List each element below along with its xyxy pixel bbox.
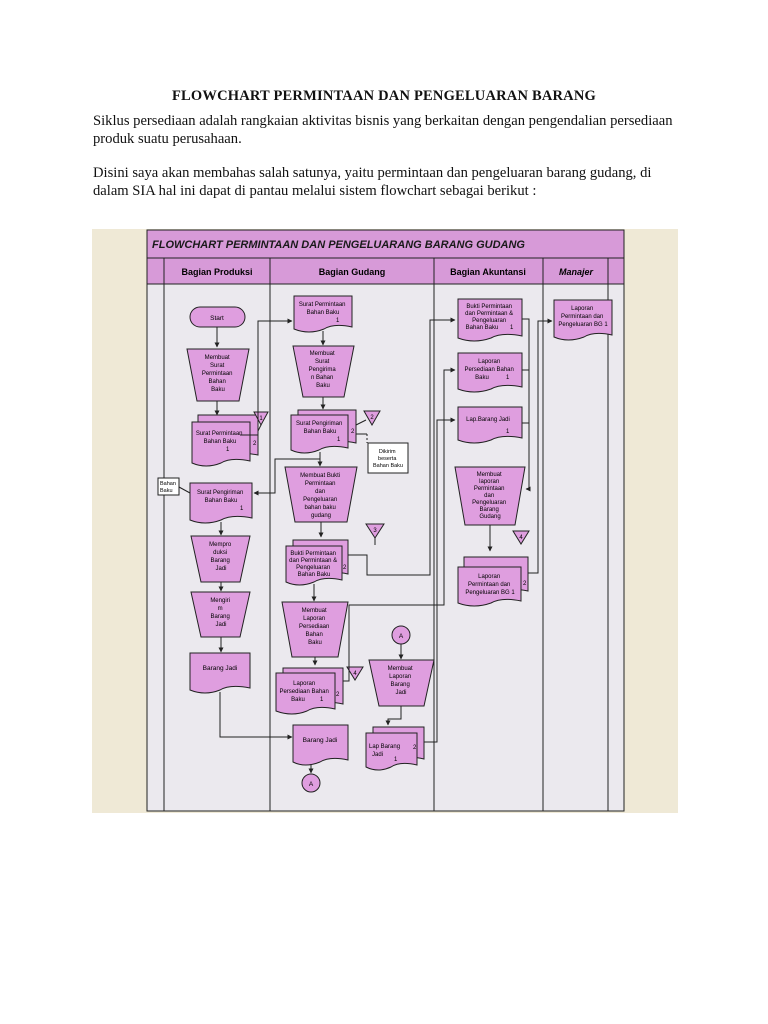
process-membuat-laporan-persediaan-label: Membuat Laporan Persediaan Bahan Baku: [298, 608, 330, 646]
paragraph-description: Disini saya akan membahas salah satunya, yaitu permintaan dan pengeluaran barang gudang, di dalam SIA hal ini dapat di pantau melalui sistem flowchart sebagai berikut :: [93, 165, 652, 199]
copy-number-label: 2: [343, 565, 347, 571]
note-dikirim-beserta-label: Dikirim beserta Bahan Baku: [373, 449, 403, 469]
document-laporan-persediaan-akuntansi-label: Laporan Persediaan Bahan Baku: [464, 359, 514, 381]
paragraph-intro: Siklus persediaan adalah rangkaian aktivitas bisnis yang berkaitan dengan pengendalian persediaan produk suatu perusahaan.: [93, 113, 673, 147]
copy-number-label: 1: [337, 437, 341, 443]
document-surat-permintaan-label: Surat Permintaan Bahan Baku: [195, 431, 243, 445]
offpage-connector-4-akuntansi-label: 4: [519, 535, 523, 541]
column-header-manajer: Manajer: [558, 267, 594, 277]
document-lap-barang-jadi-akuntansi-label: Lap.Barang Jadi: [466, 417, 510, 423]
terminal-start-label: Start: [210, 315, 224, 322]
document-bukti-permintaan-akuntansi-label: Bukti Permintaan dan Permintaan & Pengeluaran Bahan Baku: [465, 304, 514, 331]
process-membuat-laporan-barang-jadi-label: Membuat Laporan Barang Jadi: [387, 666, 413, 696]
copy-number-label: 2: [413, 745, 417, 751]
copy-number-label: 1: [226, 447, 230, 453]
copy-number-label: 2: [336, 692, 340, 698]
flowchart-diagram: [92, 229, 678, 813]
copy-number-label: 1: [510, 325, 514, 331]
document-title: FLOWCHART PERMINTAAN DAN PENGELUARAN BARANG: [171, 88, 597, 104]
document-barang-jadi-gudang: [293, 725, 348, 765]
connector-a-bottom-label: A: [308, 781, 314, 788]
copy-number-label: 1: [336, 318, 340, 324]
column-header-akuntansi: Bagian Akuntansi: [450, 267, 526, 277]
document-barang-jadi-gudang-label: Barang Jadi: [302, 737, 338, 744]
process-membuat-laporan-pbg-label: Membuat laporan Permintaan dan Pengeluaran Barang Gudang: [472, 472, 507, 520]
process-memproduksi-label: Mempro duksi Barang Jadi: [209, 542, 232, 572]
document-surat-pengiriman-label: Surat Pengiriman Bahan Baku: [295, 421, 343, 435]
offpage-connector-3-label: 3: [373, 528, 377, 534]
copy-number-label: 1: [506, 429, 510, 435]
offpage-connector-1-label: 1: [259, 416, 263, 422]
process-membuat-surat-pengiriman-label: Membuat Surat Pengirima n Bahan Baku: [308, 351, 336, 389]
copy-number-label: 1: [394, 757, 398, 763]
copy-number-label: 2: [351, 429, 355, 435]
copy-number-label: 2: [253, 441, 257, 447]
copy-number-label: 1: [506, 375, 510, 381]
document-bukti-permintaan-gudang-label: Bukti Permintaan dan Permintaan & Pengeluaran Bahan Baku: [289, 551, 338, 578]
copy-number-label: 1: [320, 697, 324, 703]
connector-a-top-label: A: [398, 633, 404, 640]
copy-number-label: 2: [523, 581, 527, 587]
document-barang-jadi-produksi: [190, 653, 250, 693]
process-membuat-bukti-label: Membuat Bukti Permintaan dan Pengeluaran bahan baku gudang: [300, 473, 341, 519]
offpage-connector-4-label: 4: [353, 671, 357, 677]
column-header-gudang: Bagian Gudang: [318, 267, 386, 277]
process-mengirim-label: Mengiri m Barang Jadi: [210, 598, 231, 628]
document-surat-permintaan-gudang-label: Surat Permintaan Bahan Baku: [298, 302, 346, 316]
document-surat-pengiriman-received-label: Surat Pengiriman Bahan Baku: [196, 490, 244, 504]
document-laporan-pbg-akuntansi-label: Laporan Permintaan dan Pengeluaran BG 1: [465, 574, 515, 596]
flowchart-figure: [92, 229, 678, 813]
document-laporan-pbg-manajer-label: Laporan Permintaan dan Pengeluaran BG 1: [558, 306, 608, 328]
document-lap-barang-jadi-gudang-label: Lap Barang Jadi: [369, 744, 401, 758]
note-bahan-baku-label: Bahan Baku: [160, 481, 176, 494]
document-barang-jadi-produksi-label: Barang Jadi: [202, 665, 238, 672]
column-header-produksi: Bagian Produksi: [181, 267, 253, 277]
process-membuat-surat-permintaan-label: Membuat Surat Permintaan Bahan Baku: [201, 355, 233, 393]
offpage-connector-2-label: 2: [370, 415, 374, 421]
copy-number-label: 1: [240, 506, 244, 512]
document-laporan-persediaan-gudang-label: Laporan Persediaan Bahan Baku: [279, 681, 329, 703]
chart-title: FLOWCHART PERMINTAAN DAN PENGELUARANG BARANG GUDANG: [152, 239, 525, 251]
